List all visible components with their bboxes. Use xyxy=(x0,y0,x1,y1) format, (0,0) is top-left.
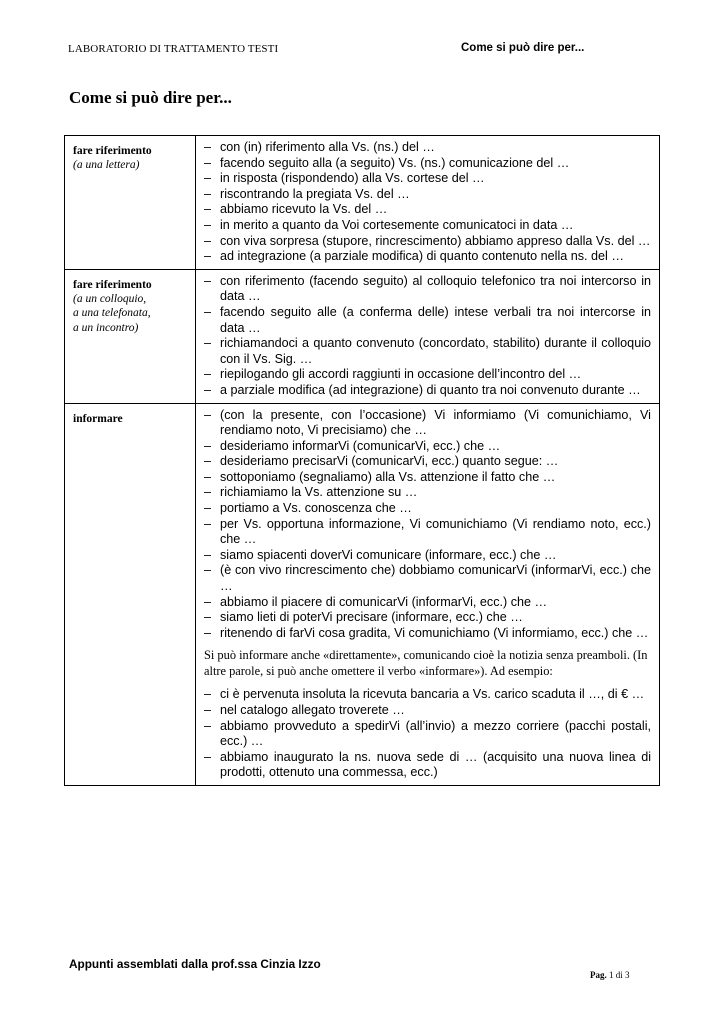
list-item-text: abbiamo il piacere di comunicarVi (informarVi, ecc.) che … xyxy=(220,594,548,609)
list-item xyxy=(204,439,651,455)
list-item-text: per Vs. opportuna informazione, Vi comunichiamo (Vi rendiamo noto, ecc.) che … xyxy=(220,516,651,547)
list-item-text: richiamiamo la Vs. attenzione su … xyxy=(220,485,418,500)
list-item-text: con viva sorpresa (stupore, rincrescimento) abbiamo appreso dalla Vs. del … xyxy=(220,233,651,248)
list-item xyxy=(204,408,651,439)
list-item xyxy=(204,687,651,703)
dash-bullet-icon: – xyxy=(204,382,212,397)
list-item-text: desideriamo precisarVi (comunicarVi, ecc.) quanto segue: … xyxy=(220,454,559,469)
list-item xyxy=(204,563,651,594)
dash-bullet-icon: – xyxy=(204,501,212,516)
list-item xyxy=(204,171,651,187)
list-item xyxy=(204,548,651,564)
list-item xyxy=(204,719,651,750)
dash-bullet-icon: – xyxy=(204,516,212,531)
list-item-text: in merito a quanto da Voi cortesemente comunicatoci in data … xyxy=(220,217,574,232)
list-item-text: abbiamo inaugurato la ns. nuova sede di … (acquisito una nuova linea di prodotti, ottenuto una commessa, ecc.) xyxy=(220,749,651,780)
list-item-text: siamo lieti di poterVi precisare (informare, ecc.) che … xyxy=(220,610,523,625)
row-content-cell xyxy=(196,136,660,270)
list-item xyxy=(204,202,651,218)
explanatory-note: Si può informare anche «direttamente», comunicando cioè la notizia senza preamboli. (In altre parole, si può anche omettere il verbo «informare»). Ad esempio: xyxy=(204,648,648,679)
dash-bullet-icon: – xyxy=(204,407,212,422)
list-item xyxy=(204,336,651,367)
row-content-cell xyxy=(196,403,660,785)
phrases-list xyxy=(204,274,651,399)
list-item-text: richiamandoci a quanto convenuto (concordato, stabilito) durante il colloquio con il Vs. Sig. … xyxy=(220,336,651,366)
list-item-text: abbiamo provveduto a spedirVi (all’invio) a mezzo corriere (pacchi postali, ecc.) … xyxy=(220,718,651,749)
table-row xyxy=(65,403,660,785)
dash-bullet-icon: – xyxy=(204,485,212,500)
dash-bullet-icon: – xyxy=(204,718,212,733)
row-sublabel: a un incontro) xyxy=(73,321,139,334)
header-right: Come si può dire per... xyxy=(461,42,585,54)
list-item xyxy=(204,383,651,399)
examples-list xyxy=(204,687,651,781)
dash-bullet-icon: – xyxy=(204,703,212,717)
list-item xyxy=(204,485,651,501)
list-item xyxy=(204,140,651,156)
list-item-text: portiamo a Vs. conoscenza che … xyxy=(220,501,412,516)
list-item-text: nel catalogo allegato troverete … xyxy=(220,703,405,717)
list-item xyxy=(204,305,651,336)
row-sublabel: (a una lettera) xyxy=(73,159,140,172)
list-item xyxy=(204,367,651,383)
row-label: informare xyxy=(73,412,123,425)
row-label-cell xyxy=(65,403,196,785)
list-item xyxy=(204,517,651,548)
dash-bullet-icon: – xyxy=(204,273,212,288)
list-item xyxy=(204,218,651,234)
list-item xyxy=(204,454,651,470)
list-item xyxy=(204,595,651,611)
dash-bullet-icon: – xyxy=(204,610,212,625)
list-item-text: con riferimento (facendo seguito) al colloquio telefonico tra noi intercorso in data … xyxy=(220,273,651,304)
dash-bullet-icon: – xyxy=(204,594,212,609)
list-item xyxy=(204,501,651,517)
list-item xyxy=(204,274,651,305)
dash-bullet-icon: – xyxy=(204,336,212,351)
dash-bullet-icon: – xyxy=(204,140,212,154)
dash-bullet-icon: – xyxy=(204,687,212,702)
dash-bullet-icon: – xyxy=(204,155,212,170)
dash-bullet-icon: – xyxy=(204,454,212,469)
row-label: fare riferimento xyxy=(73,145,152,157)
dash-bullet-icon: – xyxy=(204,625,212,640)
footer-author: Appunti assemblati dalla prof.ssa Cinzia Izzo xyxy=(69,957,321,971)
list-item-text: (è con vivo rincrescimento che) dobbiamo comunicarVi (informarVi, ecc.) che … xyxy=(220,563,651,594)
list-item-text: facendo seguito alle (a conferma delle) intese verbali tra noi intercorse in data … xyxy=(220,304,651,335)
dash-bullet-icon: – xyxy=(204,304,212,319)
dash-bullet-icon: – xyxy=(204,217,212,232)
row-content-cell xyxy=(196,269,660,403)
list-item-text: siamo spiacenti doverVi comunicare (informare, ecc.) che … xyxy=(220,547,557,562)
list-item xyxy=(204,610,651,626)
row-sublabel: (a un colloquio, xyxy=(73,293,147,306)
dash-bullet-icon: – xyxy=(204,547,212,562)
page-value: 1 di 3 xyxy=(609,970,630,980)
dash-bullet-icon: – xyxy=(204,186,212,201)
list-item-text: ci è pervenuta insoluta la ricevuta bancaria a Vs. carico scaduta il …, di € … xyxy=(220,687,645,702)
table-row xyxy=(65,269,660,403)
list-item-text: riscontrando la pregiata Vs. del … xyxy=(220,186,410,201)
list-item-text: sottoponiamo (segnaliamo) alla Vs. attenzione il fatto che … xyxy=(220,469,556,484)
list-item xyxy=(204,626,651,642)
list-item-text: (con la presente, con l’occasione) Vi informiamo (Vi comunichiamo, Vi rendiamo noto, Vi precisiamo) che … xyxy=(220,407,651,438)
row-label: fare riferimento xyxy=(73,278,152,291)
dash-bullet-icon: – xyxy=(204,171,212,186)
list-item xyxy=(204,234,651,250)
dash-bullet-icon: – xyxy=(204,249,212,264)
list-item xyxy=(204,249,651,265)
list-item xyxy=(204,187,651,203)
dash-bullet-icon: – xyxy=(204,367,212,382)
dash-bullet-icon: – xyxy=(204,469,212,484)
phrases-list xyxy=(204,140,651,265)
phrases-list xyxy=(204,408,651,642)
list-item-text: ad integrazione (a parziale modifica) di quanto contenuto nella ns. del … xyxy=(220,249,624,264)
row-sublabel: a una telefonata, xyxy=(73,307,151,320)
row-label-cell xyxy=(65,136,196,270)
list-item-text: desideriamo informarVi (comunicarVi, ecc.) che … xyxy=(220,438,501,453)
page-number xyxy=(590,970,630,980)
list-item-text: in risposta (rispondendo) alla Vs. cortese del … xyxy=(220,171,485,186)
row-label-cell xyxy=(65,269,196,403)
header-left: LABORATORIO DI TRATTAMENTO TESTI xyxy=(68,43,279,55)
page-title: Come si può dire per... xyxy=(69,88,232,107)
dash-bullet-icon: – xyxy=(204,233,212,248)
list-item-text: abbiamo ricevuto la Vs. del … xyxy=(220,202,388,217)
dash-bullet-icon: – xyxy=(204,563,212,578)
list-item-text: riepilogando gli accordi raggiunti in occasione dell’incontro del … xyxy=(220,367,582,382)
list-item-text: ritenendo di farVi cosa gradita, Vi comunichiamo (Vi informiamo, ecc.) che … xyxy=(220,625,649,640)
list-item-text: a parziale modifica (ad integrazione) di quanto tra noi convenuto durante … xyxy=(220,382,641,397)
page-label: Pag. xyxy=(590,970,607,980)
dash-bullet-icon: – xyxy=(204,749,212,764)
table-row xyxy=(65,136,660,270)
list-item xyxy=(204,750,651,781)
dash-bullet-icon: – xyxy=(204,202,212,217)
dash-bullet-icon: – xyxy=(204,438,212,453)
list-item xyxy=(204,703,651,719)
phrases-table xyxy=(64,135,660,786)
list-item xyxy=(204,156,651,172)
list-item-text: con (in) riferimento alla Vs. (ns.) del … xyxy=(220,140,435,154)
list-item xyxy=(204,470,651,486)
list-item-text: facendo seguito alla (a seguito) Vs. (ns.) comunicazione del … xyxy=(220,155,570,170)
